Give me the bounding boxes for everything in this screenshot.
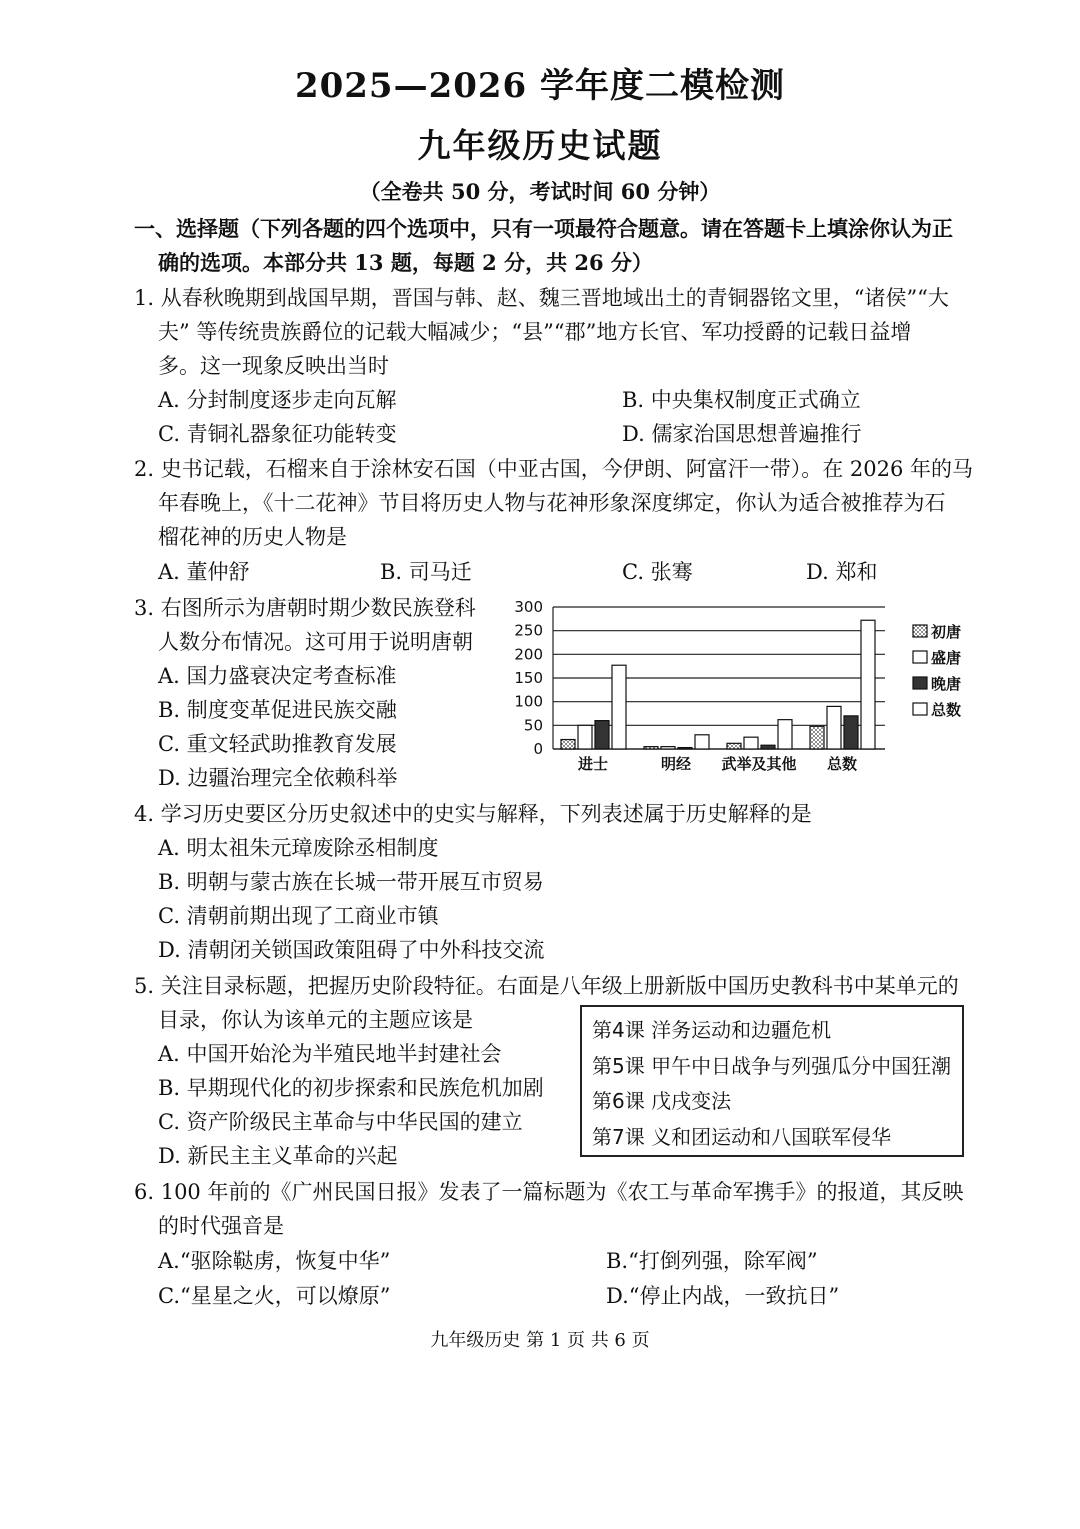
question-6-option-a: A.“驱除鞑虏，恢复中华”: [158, 1249, 391, 1273]
question-3-option-a: A. 国力盛衰决定考查标准: [158, 664, 397, 688]
question-2-line2: 年春晚上，《十二花神》节目将历史人物与花神形象深度绑定，你认为适合被推荐为石: [158, 491, 946, 515]
question-5-line1: 5. 关注目录标题，把握历史阶段特征。右面是八年级上册新版中国历史教科书中某单元的: [134, 974, 959, 998]
y-tick-label: 250: [514, 621, 543, 640]
bar-晚唐-总数: [844, 716, 858, 749]
toc-lesson-5: 第5课 甲午中日战争与列强瓜分中国狂潮: [592, 1053, 952, 1078]
exam-subtitle: 九年级历史试题: [417, 126, 663, 165]
legend-swatch-初唐: [913, 625, 927, 637]
question-1-line1: 1. 从春秋晚期到战国早期，晋国与韩、赵、魏三晋地域出土的青铜器铭文里，“诸侯”“大: [134, 286, 949, 310]
y-tick-label: 100: [514, 692, 543, 711]
bar-晚唐-武举及其他: [761, 745, 775, 749]
bar-初唐-进士: [561, 740, 575, 749]
question-4-option-b: B. 明朝与蒙古族在长城一带开展互市贸易: [158, 870, 544, 894]
section-heading-line1: 一、选择题（下列各题的四个选项中，只有一项最符合题意。请在答题卡上填涂你认为正: [134, 216, 953, 241]
x-category-label: 总数: [826, 755, 858, 773]
question-4-option-a: A. 明太祖朱元璋废除丞相制度: [158, 836, 439, 860]
question-2-option-a: A. 董仲舒: [158, 560, 250, 584]
x-category-label: 明经: [660, 755, 692, 773]
question-2-option-b: B. 司马迁: [380, 560, 472, 584]
page-footer: 九年级历史 第 1 页 共 6 页: [430, 1330, 650, 1351]
bar-盛唐-进士: [578, 725, 592, 749]
question-3-option-b: B. 制度变革促进民族交融: [158, 698, 397, 722]
question-6-option-c: C.“星星之火，可以燎原”: [158, 1284, 391, 1308]
question-5-line2: 目录，你认为该单元的主题应该是: [158, 1008, 473, 1032]
bar-总数-进士: [612, 665, 626, 749]
question-6-option-d: D.“停止内战，一致抗日”: [606, 1284, 840, 1308]
y-tick-label: 0: [533, 740, 543, 758]
bar-初唐-总数: [810, 726, 824, 749]
legend-label: 总数: [931, 701, 962, 719]
question-2-line1: 2. 史书记载，石榴来自于涂林安石国（中亚古国，今伊朗、阿富汗一带）。在 2026 年的马: [134, 457, 974, 481]
y-tick-label: 300: [514, 598, 543, 616]
question-5-option-d: D. 新民主主义革命的兴起: [158, 1144, 398, 1168]
question-3-option-d: D. 边疆治理完全依赖科举: [158, 766, 398, 790]
question-2-option-d: D. 郑和: [806, 560, 878, 584]
question-5-option-c: C. 资产阶级民主革命与中华民国的建立: [158, 1110, 523, 1134]
question-6-option-b: B.“打倒列强，除军阀”: [606, 1249, 818, 1273]
exam-title: 2025—2026 学年度二模检测: [294, 66, 786, 106]
bar-晚唐-明经: [678, 748, 692, 749]
y-tick-label: 200: [514, 645, 543, 664]
x-category-label: 武举及其他: [721, 755, 797, 773]
question-3-line2: 人数分布情况。这可用于说明唐朝: [158, 630, 473, 654]
toc-lesson-7: 第7课 义和团运动和八国联军侵华: [592, 1124, 892, 1149]
keju-bar-chart: [505, 595, 975, 780]
question-1-option-d: D. 儒家治国思想普遍推行: [622, 422, 862, 446]
table-of-contents-box: [580, 1005, 964, 1157]
bar-总数-总数: [861, 620, 875, 749]
bar-盛唐-明经: [661, 747, 675, 749]
question-1-option-a: A. 分封制度逐步走向瓦解: [158, 388, 397, 412]
legend-label: 初唐: [931, 623, 962, 641]
bar-总数-明经: [695, 735, 709, 749]
question-3-option-c: C. 重文轻武助推教育发展: [158, 732, 397, 756]
bar-晚唐-进士: [595, 721, 609, 749]
question-3-line1: 3. 右图所示为唐朝时期少数民族登科: [134, 596, 476, 620]
toc-lesson-4: 第4课 洋务运动和边疆危机: [592, 1018, 832, 1042]
exam-note: （全卷共 50 分，考试时间 60 分钟）: [359, 179, 721, 204]
legend-swatch-总数: [913, 703, 927, 715]
bar-总数-武举及其他: [778, 720, 792, 749]
question-1-option-b: B. 中央集权制度正式确立: [622, 388, 861, 412]
y-tick-label: 150: [514, 669, 543, 687]
question-4-line1: 4. 学习历史要区分历史叙述中的史实与解释，下列表述属于历史解释的是: [134, 802, 812, 826]
question-1-line2: 夫” 等传统贵族爵位的记载大幅减少；“县”“郡”地方长官、军功授爵的记载日益增: [158, 320, 912, 344]
legend-label: 晚唐: [931, 675, 962, 693]
y-tick-label: 50: [523, 716, 543, 735]
question-1-line3: 多。这一现象反映出当时: [158, 354, 389, 378]
legend-swatch-晚唐: [913, 677, 927, 689]
bar-盛唐-武举及其他: [744, 737, 758, 749]
question-5-option-b: B. 早期现代化的初步探索和民族危机加剧: [158, 1076, 544, 1100]
legend-swatch-盛唐: [913, 651, 927, 663]
question-6-line2: 的时代强音是: [158, 1214, 284, 1238]
bar-初唐-武举及其他: [727, 743, 741, 749]
legend-label: 盛唐: [931, 649, 962, 667]
question-4-option-c: C. 清朝前期出现了工商业市镇: [158, 904, 439, 928]
section-heading-line2: 确的选项。本部分共 13 题，每题 2 分，共 26 分）: [158, 250, 653, 275]
bar-盛唐-总数: [827, 706, 841, 749]
question-5-option-a: A. 中国开始沦为半殖民地半封建社会: [158, 1042, 502, 1066]
bar-初唐-明经: [644, 747, 658, 749]
question-6-line1: 6. 100 年前的《广州民国日报》发表了一篇标题为《农工与革命军携手》的报道，其反映: [134, 1180, 964, 1204]
x-category-label: 进士: [577, 755, 609, 773]
toc-lesson-6: 第6课 戊戌变法: [592, 1089, 732, 1113]
question-4-option-d: D. 清朝闭关锁国政策阻碍了中外科技交流: [158, 938, 545, 962]
question-2-line3: 榴花神的历史人物是: [158, 525, 347, 549]
question-2-option-c: C. 张骞: [622, 560, 693, 584]
question-1-option-c: C. 青铜礼器象征功能转变: [158, 422, 397, 446]
